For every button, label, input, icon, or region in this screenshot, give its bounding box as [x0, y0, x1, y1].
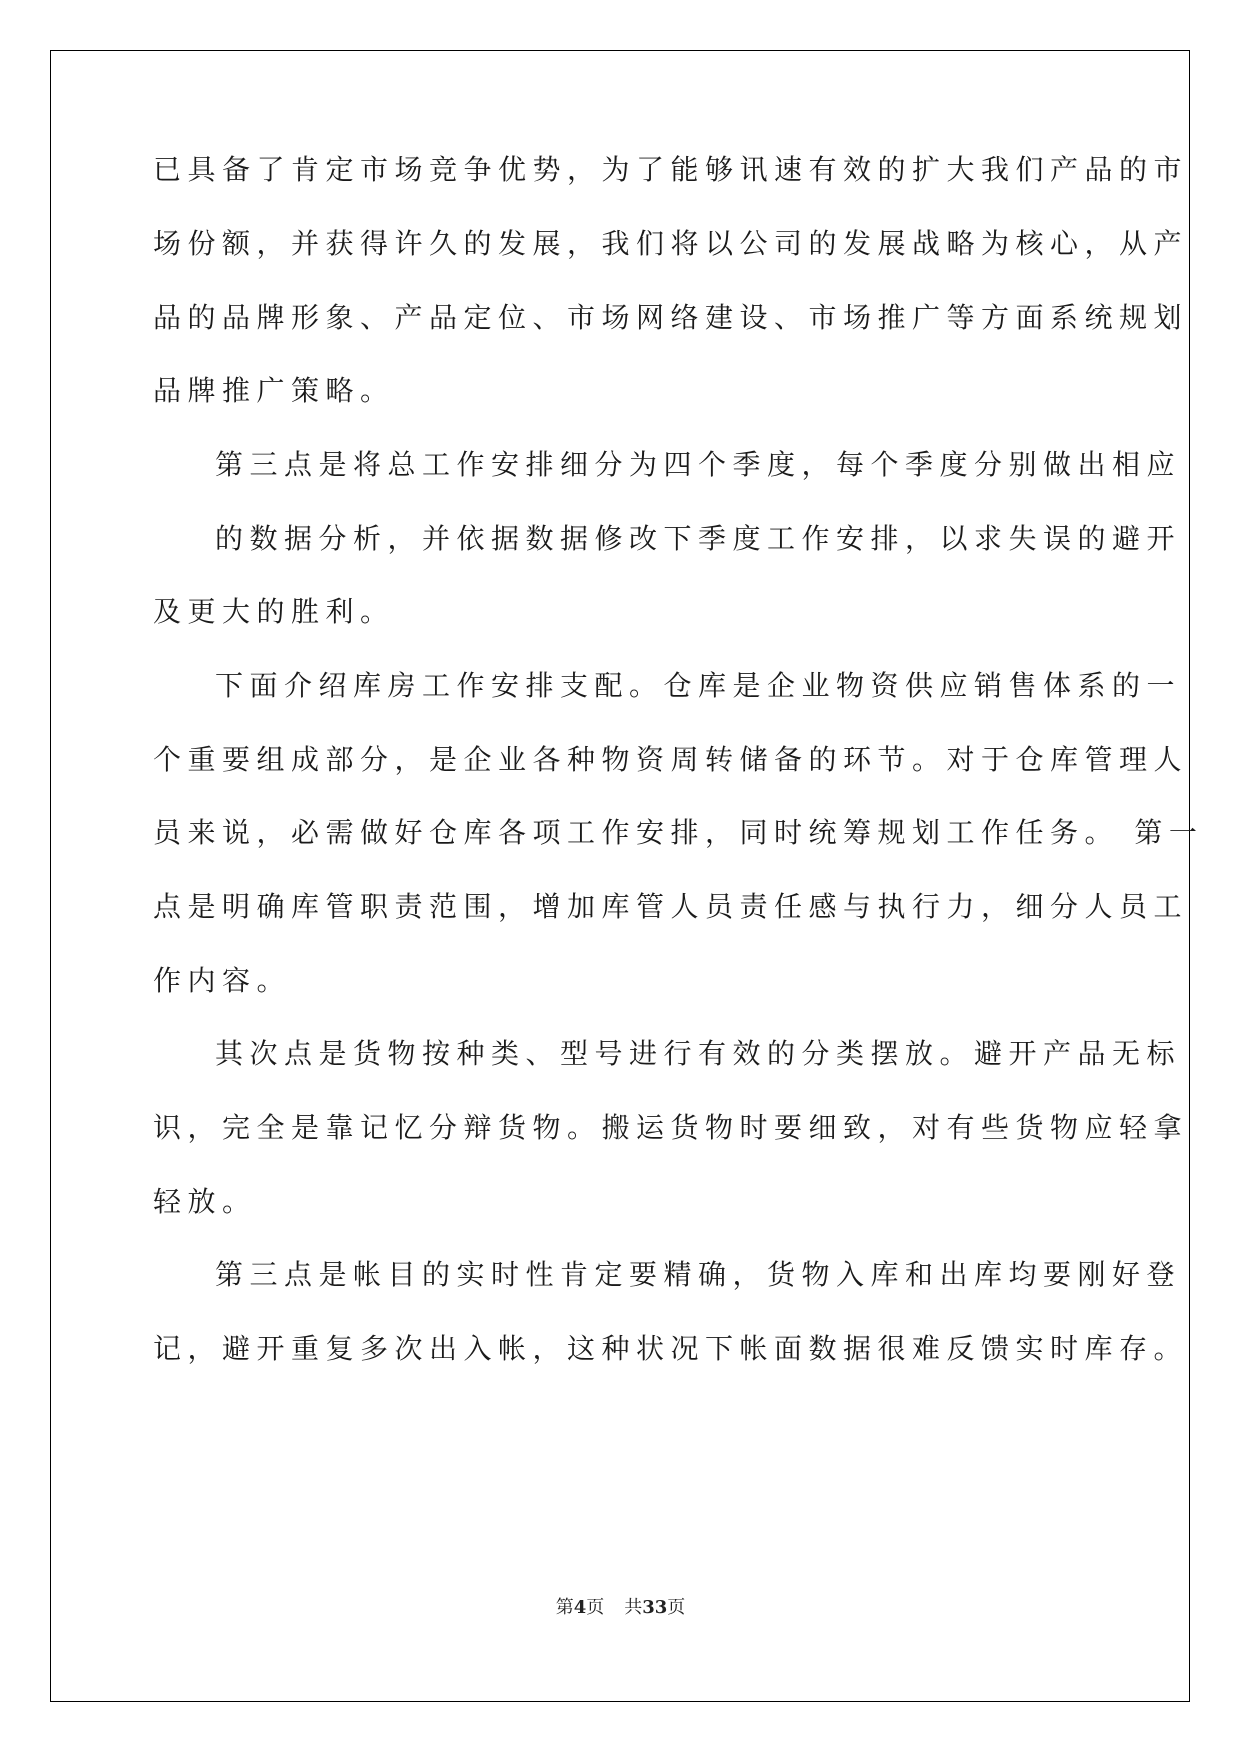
text-line: 第三点是帐目的实时性肯定要精确，货物入库和出库均要刚好登: [215, 1258, 1182, 1291]
page-footer: [0, 1596, 1241, 1620]
page-number: 4: [573, 1597, 587, 1618]
text-line: 第三点是将总工作安排细分为四个季度，每个季度分别做出相应: [215, 448, 1182, 481]
total-suffix: 页: [667, 1597, 686, 1618]
total-prefix: 共: [624, 1597, 643, 1618]
text-line: 其次点是货物按种类、型号进行有效的分类摆放。避开产品无标: [215, 1037, 1182, 1070]
text-line: 员来说，必需做好仓库各项工作安排，同时统筹规划工作任务。 第一: [153, 816, 1204, 849]
text-line: 识，完全是靠记忆分辩货物。搬运货物时要细致，对有些货物应轻拿: [153, 1111, 1189, 1144]
text-line: 品的品牌形象、产品定位、市场网络建设、市场推广等方面系统规划: [153, 301, 1189, 334]
text-line: 记，避开重复多次出入帐，这种状况下帐面数据很难反馈实时库存。: [153, 1332, 1189, 1365]
page-prefix: 第: [555, 1597, 574, 1618]
text-line: 个重要组成部分，是企业各种物资周转储备的环节。对于仓库管理人: [153, 743, 1189, 776]
text-line: 已具备了肯定市场竞争优势，为了能够讯速有效的扩大我们产品的市: [153, 153, 1189, 186]
text-line: 品牌推广策略。: [153, 374, 395, 407]
text-line: 点是明确库管职责范围，增加库管人员责任感与执行力，细分人员工: [153, 890, 1189, 923]
text-line: 的数据分析，并依据数据修改下季度工作安排，以求失误的避开: [215, 522, 1182, 555]
text-line: 轻放。: [153, 1185, 257, 1218]
page-suffix: 页: [586, 1597, 605, 1618]
text-line: 下面介绍库房工作安排支配。仓库是企业物资供应销售体系的一: [215, 669, 1182, 702]
text-line: 及更大的胜利。: [153, 595, 395, 628]
total-pages: 33: [642, 1597, 668, 1618]
text-line: 场份额，并获得许久的发展，我们将以公司的发展战略为核心，从产: [153, 227, 1189, 260]
text-line: 作内容。: [153, 964, 292, 997]
